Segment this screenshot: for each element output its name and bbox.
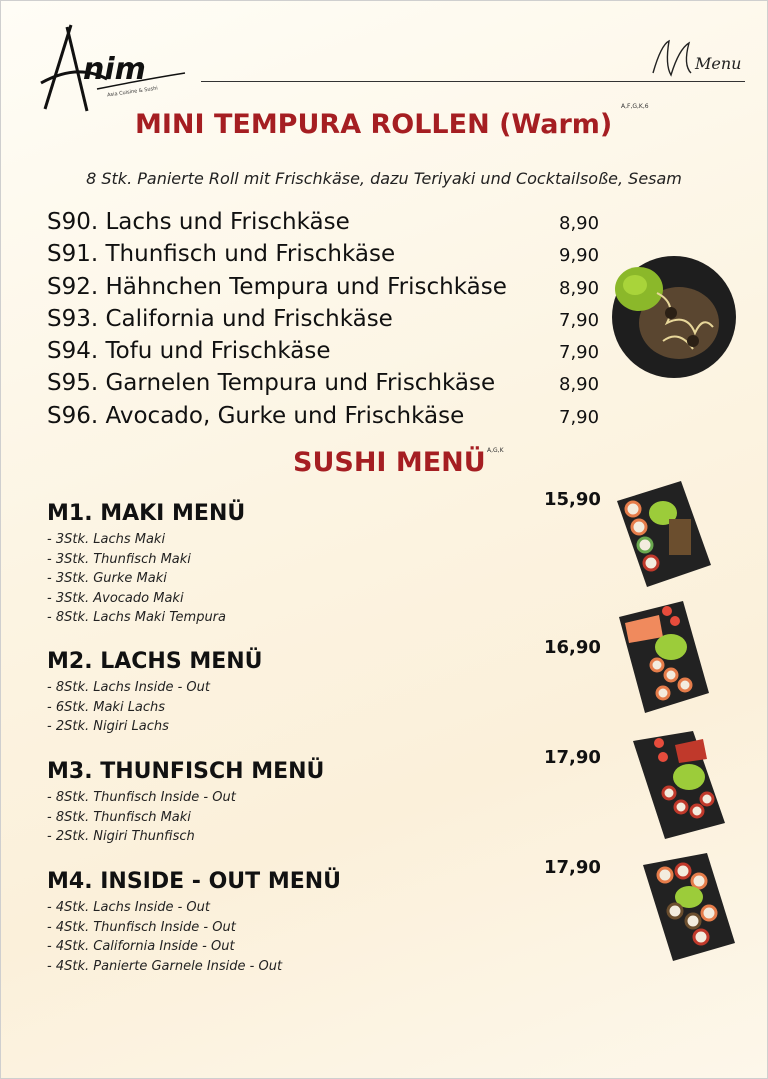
lachs-menu-photo bbox=[615, 599, 713, 715]
item-name: S91. Thunfisch und Frischkäse bbox=[47, 241, 396, 268]
item-price: 7,90 bbox=[559, 342, 600, 364]
item-name: S92. Hähnchen Tempura und Frischkäse bbox=[47, 273, 507, 300]
menu-line: - 3Stk. Thunfisch Maki bbox=[47, 551, 191, 567]
menu-script-label bbox=[647, 35, 751, 79]
menu-item-m2 bbox=[47, 637, 607, 737]
menu-price: 17,90 bbox=[544, 747, 601, 768]
sushi-allergens: A,G,K bbox=[487, 447, 504, 454]
menu-price: 15,90 bbox=[544, 489, 601, 510]
list-item bbox=[47, 209, 607, 241]
menu-line: - 4Stk. Thunfisch Inside - Out bbox=[47, 919, 236, 935]
item-price: 8,90 bbox=[559, 213, 600, 234]
tempura-description: 8 Stk. Panierte Roll mit Frischkäse, dazu Teriyaki und Cocktailsoße, Sesam bbox=[86, 169, 682, 188]
list-item bbox=[47, 274, 607, 306]
item-price: 8,90 bbox=[559, 374, 600, 396]
menu-name: M4. INSIDE - OUT MENÜ bbox=[47, 869, 342, 894]
tempura-item-list bbox=[47, 209, 607, 435]
menu-line: - 3Stk. Gurke Maki bbox=[47, 571, 167, 586]
menu-item-m4 bbox=[47, 857, 607, 976]
menu-line: - 8Stk. Lachs Inside - Out bbox=[47, 680, 210, 695]
menu-line: - 2Stk. Nigiri Lachs bbox=[47, 719, 169, 734]
inside-out-menu-photo bbox=[639, 851, 739, 963]
menu-line: - 3Stk. Lachs Maki bbox=[47, 532, 166, 547]
logo-subtitle: Asia Cuisine & Sushi bbox=[106, 85, 159, 99]
list-item bbox=[47, 306, 607, 338]
item-price: 9,90 bbox=[559, 245, 600, 267]
menu-line: - 3Stk. Avocado Maki bbox=[47, 590, 184, 606]
restaurant-logo bbox=[37, 23, 197, 119]
maki-menu-photo bbox=[607, 479, 715, 591]
menu-line: - 4Stk. California Inside - Out bbox=[47, 939, 235, 954]
menu-line: - 8Stk. Thunfisch Inside - Out bbox=[47, 790, 236, 805]
menu-name: M1. MAKI MENÜ bbox=[47, 501, 246, 526]
menu-line: - 4Stk. Panierte Garnele Inside - Out bbox=[47, 958, 283, 974]
tempura-title: MINI TEMPURA ROLLEN (Warm) bbox=[135, 109, 613, 140]
menu-item-m1 bbox=[47, 489, 607, 628]
item-name: S95. Garnelen Tempura und Frischkäse bbox=[47, 370, 496, 397]
item-price: 7,90 bbox=[559, 406, 600, 428]
header-divider bbox=[201, 81, 745, 82]
menu-line: - 8Stk. Lachs Maki Tempura bbox=[47, 610, 226, 625]
sushi-title: SUSHI MENÜ bbox=[293, 447, 486, 478]
list-item bbox=[47, 370, 607, 402]
item-price: 7,90 bbox=[559, 309, 600, 331]
tempura-allergens: A,F,G,K,6 bbox=[621, 103, 649, 110]
item-name: S94. Tofu und Frischkäse bbox=[47, 338, 331, 365]
menu-price: 17,90 bbox=[544, 857, 601, 878]
svg-text:nim: nim bbox=[83, 52, 146, 87]
menu-line: - 4Stk. Lachs Inside - Out bbox=[47, 900, 210, 915]
menu-label-text: Menu bbox=[695, 54, 742, 73]
list-item bbox=[47, 338, 607, 370]
item-name: S93. California und Frischkäse bbox=[47, 305, 393, 332]
item-name: S90. Lachs und Frischkäse bbox=[47, 209, 350, 235]
menu-line: - 8Stk. Thunfisch Maki bbox=[47, 809, 191, 825]
menu-price: 16,90 bbox=[544, 637, 601, 658]
item-name: S96. Avocado, Gurke und Frischkäse bbox=[47, 402, 465, 429]
menu-name: M3. THUNFISCH MENÜ bbox=[47, 759, 325, 784]
menu-line: - 6Stk. Maki Lachs bbox=[47, 699, 166, 715]
tempura-roll-photo bbox=[607, 253, 737, 381]
list-item bbox=[47, 403, 607, 435]
menu-name: M2. LACHS MENÜ bbox=[47, 649, 263, 674]
thunfisch-menu-photo bbox=[629, 729, 729, 843]
menu-item-m3 bbox=[47, 747, 607, 847]
list-item bbox=[47, 241, 607, 273]
item-price: 8,90 bbox=[559, 277, 600, 299]
menu-line: - 2Stk. Nigiri Thunfisch bbox=[47, 829, 195, 844]
